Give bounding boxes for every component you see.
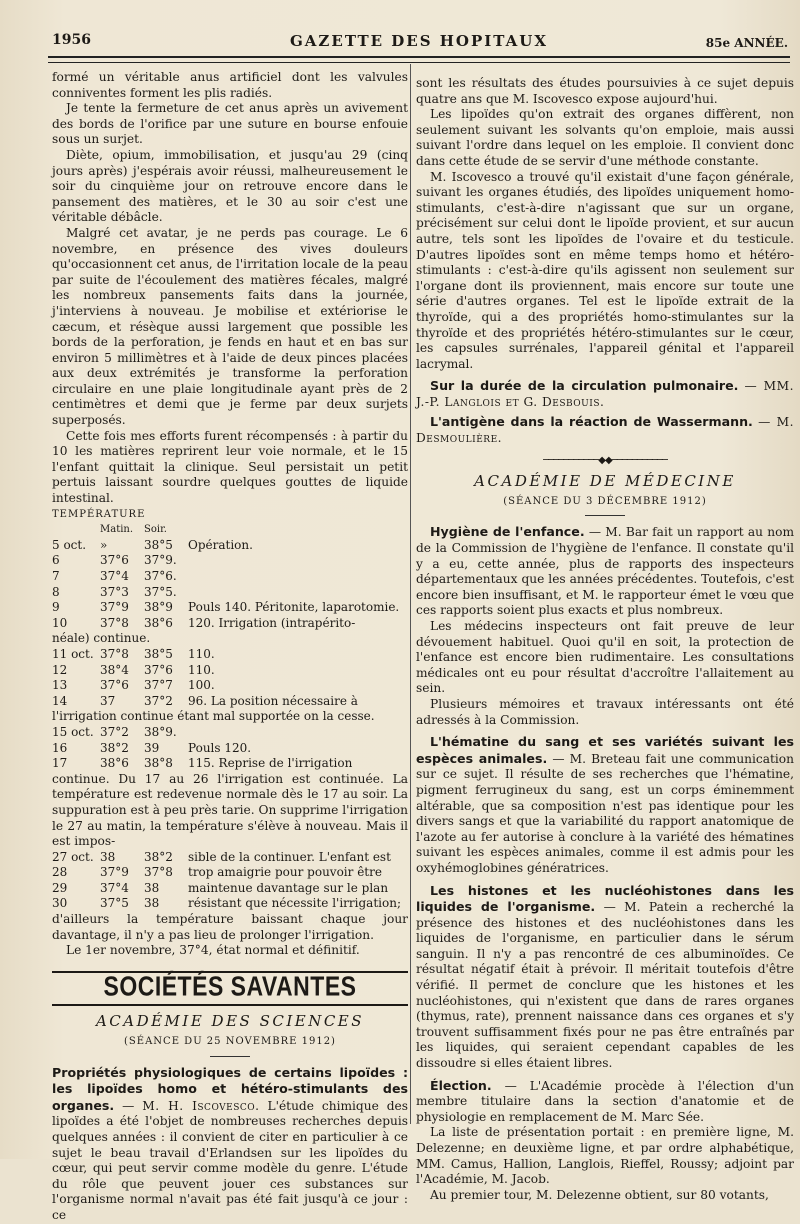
article-heading: Sur la durée de la circulation pulmonaire. (430, 378, 739, 394)
cell-date: 15 oct. (52, 724, 94, 739)
paragraph: sont les résultats des études poursuivies à ce sujet depuis quatre ans que M. Iscovesco expose aujourd'hui. (416, 76, 794, 106)
cell-soir: 39 (144, 740, 160, 755)
table-note: néale) continue. (52, 631, 151, 646)
cell-date: 5 oct. (52, 537, 87, 552)
paragraph: Diète, opium, immobilisation, et jusqu'au 29 (cinq jours après) j'espérais avoir réussi, malheureusement le soir du cinquième jour on retrouve encore dans le pansement des matières, et le 30 au soir c'est une véritable débâcle. (52, 147, 408, 225)
session-date: (SÉANCE DU 3 DÉCEMBRE 1912) (503, 495, 707, 507)
table-row (52, 585, 408, 601)
article-heading: L'hématine du sang et ses variétés suivant les espèces animales. (416, 734, 794, 766)
column-divider (410, 64, 411, 1124)
article-heading: Hygiène de l'enfance. (430, 524, 585, 540)
paragraph: Cette fois mes efforts furent récompensés : à partir du 10 les matières reprirent leur voie normale, et le 15 l'enfant quittait la clinique. Seul persistait un petit pertuis laissant sourdre quelques gouttes de liquide intestinal. (52, 428, 408, 506)
cell-soir: 38°2 (144, 849, 173, 864)
cell-matin: 38°6 (100, 756, 129, 771)
cell-date: 8 (52, 584, 60, 599)
cell-date: 16 (52, 740, 68, 755)
cell-matin: 37°8 (100, 646, 129, 661)
session-date: (SÉANCE DU 25 NOVEMBRE 1912) (124, 1036, 336, 1048)
table-title: TEMPÉRATURE (52, 508, 146, 520)
article-text: — L'Académie procède à l'élection d'un membre titulaire dans la section d'anatomie et de physiologie en remplacement de M. Marc Sée. (416, 1078, 794, 1124)
table-row (52, 881, 408, 897)
cell-soir: 38 (144, 880, 160, 895)
cell-soir: 37°7 (144, 678, 173, 693)
cell-soir: 37°6. (144, 569, 177, 583)
paragraph: Les lipoïdes qu'on extrait des organes diffèrent, non seulement suivant les solvants qu'on emploie, mais aussi suivant l'ordre dans lequel on les emploie. Il convient donc dans cette étude de se servir d'une méthode constante. (416, 107, 794, 168)
cell-soir: 37°6 (144, 662, 173, 677)
cell-date: 12 (52, 662, 68, 677)
cell-note: Pouls 140. Péritonite, laparotomie. (188, 600, 400, 615)
cell-note: résistant que nécessite l'irrigation; (188, 896, 401, 911)
paragraph: d'ailleurs la température baissant chaque jour davantage, il n'y a pas lieu de prolonger l'irrigation. (52, 912, 408, 942)
cell-note: 120. Irrigation (intrapérito- (188, 615, 356, 630)
paragraph: Plusieurs mémoires et travaux intéressants ont été adressés à la Commission. (416, 696, 794, 727)
paragraph: La liste de présentation portait : en première ligne, M. Delezenne; en deuxième ligne, et par ordre alphabétique, MM. Camus, Hallion, Langlois, Rieffel, Roussy; adjoint par l'Académie, M. Jacob. (416, 1125, 794, 1187)
table-row (52, 756, 408, 772)
paragraph: continue. Du 17 au 26 l'irrigation est continuée. La température est redevenue normale dès le 17 au soir. La suppuration est à peu près tarie. On supprime l'irrigation le 27 au matin, la température s'élève à nouveau. Mais il est impos- (52, 771, 408, 849)
article-text: L'étude chimique des lipoïdes a été l'objet de nombreuses recherches depuis quelques années : il convient de citer en particulier à ce sujet le beau travail d'Erlandsen sur les lipoïdes du cœur, qui peut servir comme modèle du genre. L'étude du rôle que peuvent jouer ces substances sur l'organisme normal n'avait pas été fait jusqu'à ce jour : ce (52, 1098, 409, 1222)
cell-note: 110. (188, 662, 215, 677)
cell-date: 9 (52, 600, 60, 615)
table-row (52, 678, 408, 694)
article-author: — MM. J.-P. Langlois et G. Desbouis. (416, 379, 794, 409)
academy-heading: ACADÉMIE DES SCIENCES (95, 1012, 365, 1031)
cell-note (188, 725, 408, 741)
table-row (52, 694, 408, 710)
cell-soir: 38°6 (144, 615, 173, 630)
column-header-soir: Soir. (144, 524, 167, 536)
cell-note: 96. La position nécessaire à (188, 693, 358, 708)
table-row (52, 896, 408, 912)
cell-note: 100. (188, 678, 215, 693)
cell-soir: 38°5 (144, 646, 173, 661)
cell-matin: 38°4 (100, 662, 129, 677)
cell-date: 27 oct. (52, 849, 94, 864)
article-text: — M. Bar fait un rapport au nom de la Commission de l'hygiène de l'enfance. Il constate qu'il y a eu, cette année, plus de rapports des inspecteurs départementaux que les années précédentes. Toutefois, c'est encore bien insuffisant, et M. le rapporteur émet le vœu que ces rapports soient plus exacts et plus nombreux. (416, 525, 795, 618)
cell-note: sible de la continuer. L'enfant est (188, 849, 391, 864)
paragraph: M. Iscovesco a trouvé qu'il existait d'une façon générale, suivant les organes étudiés, des lipoïdes uniquement homo-stimulants, c'est-à-dire n'agissant que sur un organe, précisément sur celui dont le lipoïde provient, et sur aucun autre, tels sont les lipoïdes de l'ovaire et du testicule. D'autres lipoïdes sont en même temps homo et hétéro-stimulants : c'est-à-dire qu'ils agissent non seulement sur l'organe dont ils proviennent, mais encore sur toute une série d'autres organes. Tel est le lipoïde extrait de la thyroïde, qui a des propriétés homo-stimulantes sur la thyroïde et des propriétés hétéro-stimulantes sur le cœur, les capsules surrénales, l'appareil génital et l'appareil lacrymal. (416, 169, 794, 371)
cell-note: Opération. (188, 537, 253, 552)
article-author: — M. Desmoulière. (416, 415, 794, 446)
cell-matin: 37°6 (100, 553, 129, 568)
article-heading: Les histones et les nucléohistones dans les liquides de l'organisme. (416, 882, 794, 915)
table-row (52, 538, 408, 554)
paragraph: Les médecins inspecteurs ont fait preuve de leur dévouement habituel. Quoi qu'il en soit, la protection de l'enfance est encore bien rudimentaire. Les consultations médicales ont eu pour résultat d'accroître l'allaitement au sein. (416, 619, 794, 696)
cell-note: maintenue davantage sur le plan (188, 880, 389, 895)
year-label: 85e ANNÉE. (705, 36, 788, 50)
cell-matin: 37°3 (100, 584, 129, 599)
cell-note (188, 553, 408, 569)
cell-soir: 37°2 (144, 693, 173, 708)
cell-date: 6 (52, 553, 60, 568)
cell-date: 28 (52, 865, 68, 880)
page-number: 1956 (52, 32, 91, 48)
paragraph: Malgré cet avatar, je ne perds pas courage. Le 6 novembre, en présence des vives douleurs qu'occasionnent cet anus, de l'irritation locale de la peau par suite de l'écoulement des matières fécales, malgré les nombreux pansements faits dans la journée, j'interviens à nouveau. Je mobilise et extériorise le cæcum, et résèque aussi largement que possible les bords de la perforation, je fends en haut et en bas sur environ 5 millimètres et à l'aide de deux pinces placées aux deux extrémités je transforme la perforation circulaire en une plaie longitudinale ayant près de 2 centimètres et demi que je ferme par deux surjets superposés. (52, 225, 408, 428)
article-author: M. H. Iscovesco. (142, 1098, 260, 1113)
cell-soir: 37°5. (144, 584, 177, 599)
cell-matin: 37°9 (100, 865, 129, 880)
table-row (52, 553, 408, 569)
column-header-matin: Matin. (100, 524, 134, 536)
cell-date: 30 (52, 896, 68, 911)
article-heading: Propriétés physiologiques de certains lipoïdes : les lipoïdes homo et hétéro-stimulants des organes. (52, 1064, 408, 1113)
divider (210, 1056, 250, 1057)
ornament-divider: ───────────◆◆─────────── (543, 454, 667, 466)
cell-soir: 37°9. (144, 553, 177, 568)
paragraph: Je tente la fermeture de cet anus après un avivement des bords de l'orifice par une suture en bourse enfouie sous un surjet. (52, 101, 408, 147)
cell-matin: 37°9 (100, 600, 129, 615)
cell-date: 14 (52, 693, 68, 708)
header-rule (48, 56, 790, 63)
cell-date: 7 (52, 569, 60, 583)
temperature-table (52, 507, 408, 772)
cell-soir: 38°8 (144, 756, 173, 771)
cell-matin: » (100, 537, 108, 552)
paragraph: Le 1er novembre, 37°4, état normal et définitif. (66, 943, 360, 958)
cell-date: 13 (52, 678, 68, 693)
journal-title: GAZETTE DES HOPITAUX (289, 32, 548, 50)
cell-soir: 38°5 (144, 537, 173, 552)
academy-heading: ACADÉMIE DE MÉDECINE (474, 472, 736, 491)
cell-matin: 37°4 (100, 880, 129, 895)
cell-date: 29 (52, 880, 68, 895)
cell-soir: 38°9. (144, 724, 177, 739)
table-row (52, 569, 408, 585)
table-row (52, 865, 408, 881)
cell-matin: 37 (100, 693, 116, 708)
table-row (52, 600, 408, 616)
article-heading: Élection. (430, 1077, 492, 1093)
cell-matin: 37°4 (100, 569, 129, 583)
table-row (52, 616, 408, 632)
left-column: formé un véritable anus artificiel dont les valvules conniventes forment les plis radiés. Je tente la fermeture de cet anus après un avivement des bords de l'orifice par une suture en bourse enfouie sous un surjet. Diète, opium, immobilisation, et jusqu'au 29 (cinq jours après) j'espérais avoir réussi, malheureusement le soir du cinquième jour on retrouve encore dans le pansement des matières, et le 30 au soir c'est une véritable débâcle. Malgré cet avatar, je ne perds pas courage. Le 6 novembre, en présence des vives douleurs qu'occasionnent cet anus, de l'irritation locale de la peau par suite de l'écoulement des matières fécales, malgré les nombreux pansements faits dans la journée, j'interviens à nouveau. Je mobilise et extériorise le cæcum, et résèque aussi largement que possible les bords de la perforation, je fends en haut et en bas sur environ 5 millimètres et à l'aide de deux pinces placées aux deux extrémités je transforme la perforation circulaire en une plaie longitudinale ayant près de 2 centimètres et demi que je ferme par deux surjets superposés. Cette fois mes efforts furent récompensés : à partir du 10 les matières reprirent leur voie normale, et le 15 l'enfant quittait la clinique. Seul persistait un petit pertuis laissant sourdre quelques gouttes de liquide intestinal. TEMPÉRATURE Matin. Soir. 5 oct. » 38°5 Opération. 6 37°6 37°9. 7 37°4 37°6. 8 37°3 37°5. 9 37°9 38°9 Pouls 140. Péritonite, laparotomie. 10 37°8 38°6 120. Irrigation (intrapérito- néale) continue. 11 oct. 37°8 38°5 110. 12 38°4 37°6 110. 13 37°6 37°7 100. 14 37 37°2 96. La position nécessaire à l'irrigation continue étant mal supportée on la cesse. 15 oct. 37°2 38°9. 16 38°2 39 Pouls 120. 17 38°6 38°8 115. Reprise de l'irrigation continue. Du 17 au 26 l'irrigation est continuée. La température est redevenue normale dès le 17 au soir. La suppuration est à peu près tarie. On supprime l'irrigation le 27 au matin, la température s'élève à nouveau. Mais il est impos- 27 oct. 38 38°2 sible de la continuer. L'enfant est 28 37°9 37°8 trop amaigrie pour pouvoir être 29 37°4 38 maintenue davantage sur le plan 30 37°5 38 résistant que nécessite l'irrigation; d'ailleurs la température baissant chaque jour davantage, il n'y a pas lieu de prolonger l'irrigation. Le 1er novembre, 37°4, état normal et définitif. SOCIÉTÉS SAVANTES ACADÉMIE DES SCIENCES (SÉANCE DU 25 NOVEMBRE 1912) Propriétés physiologiques de certains lipoïdes : les lipoïdes homo et hétéro-stimulants des organes. — M. H. Iscovesco. L'étude chimique des lipoïdes a été l'objet de nombreuses recherches depuis quelques années : il convient de citer en particulier à ce sujet le beau travail d'Erlandsen sur les lipoïdes du cœur, qui peut servir comme modèle du genre. L'étude du rôle que peuvent jouer ces substances sur l'organisme normal n'avait pas été fait jusqu'à ce jour : ce (52, 70, 409, 1222)
table-row (52, 663, 408, 679)
cell-note: trop amaigrie pour pouvoir être (188, 865, 382, 880)
cell-matin: 37°8 (100, 615, 129, 630)
cell-matin: 37°6 (100, 678, 129, 693)
cell-date: 11 oct. (52, 646, 94, 661)
cell-note (188, 585, 408, 601)
cell-note (188, 569, 408, 585)
divider (585, 515, 625, 516)
cell-note: 110. (188, 646, 215, 661)
cell-date: 17 (52, 756, 68, 771)
table-row (52, 647, 408, 663)
cell-matin: 38°2 (100, 740, 129, 755)
paragraph: formé un véritable anus artificiel dont les valvules conniventes forment les plis radiés. (52, 70, 408, 100)
cell-note: 115. Reprise de l'irrigation (188, 756, 353, 771)
paragraph: Au premier tour, M. Delezenne obtient, sur 80 votants, (430, 1187, 769, 1202)
cell-soir: 38°9 (144, 600, 173, 615)
cell-soir: 37°8 (144, 865, 173, 880)
section-banner (52, 971, 408, 1007)
section-title: SOCIÉTÉS SAVANTES (103, 970, 357, 1002)
table-note: l'irrigation continue étant mal supportée on la cesse. (52, 709, 375, 724)
cell-note: Pouls 120. (188, 740, 252, 755)
cell-date: 10 (52, 615, 68, 630)
cell-matin: 37°2 (100, 724, 129, 739)
cell-matin: 38 (100, 849, 116, 864)
article-text: — M. Breteau fait une communication sur ce sujet. Il résulte de ses recherches que l'hématine, pigment ferrugineux du sang, est un corps éminemment altérable, que sa composition n'est pas identique pour les divers sangs et que la variabilité du rapport anatomique de l'azote au fer autorise à conclure à la variété des hématines suivant les espèces animales, comme il est admis pour les oxyhémoglobines génératrices. (416, 751, 794, 875)
article-heading: L'antigène dans la réaction de Wassermann. (430, 414, 753, 430)
right-column (416, 76, 794, 1203)
table-row (52, 725, 408, 741)
temperature-table-2 (52, 850, 408, 912)
cell-matin: 37°5 (100, 896, 129, 911)
table-row (52, 850, 408, 866)
page-header (48, 30, 790, 56)
cell-soir: 38 (144, 896, 160, 911)
article-text: — M. Patein a recherché la présence des histones et des nucléohistones dans les liquides de l'organisme, en particulier dans le sérum sanguin. Il n'y a pas rencontré de ces albuminoïdes. Ce résultat négatif était à prévoir. Il méritait toutefois d'être vérifié. Il permet de conclure que les histones et les nucléohistones, qui n'existent que dans de rares organes (thymus, rate), prennent naissance dans ces organes et s'y trouvent suffisamment fixés pour ne pas être entraînés par les liquides, qui seraient cependant capables de les dissoudre si elles étaient libres. (416, 900, 795, 1071)
table-row (52, 741, 408, 757)
